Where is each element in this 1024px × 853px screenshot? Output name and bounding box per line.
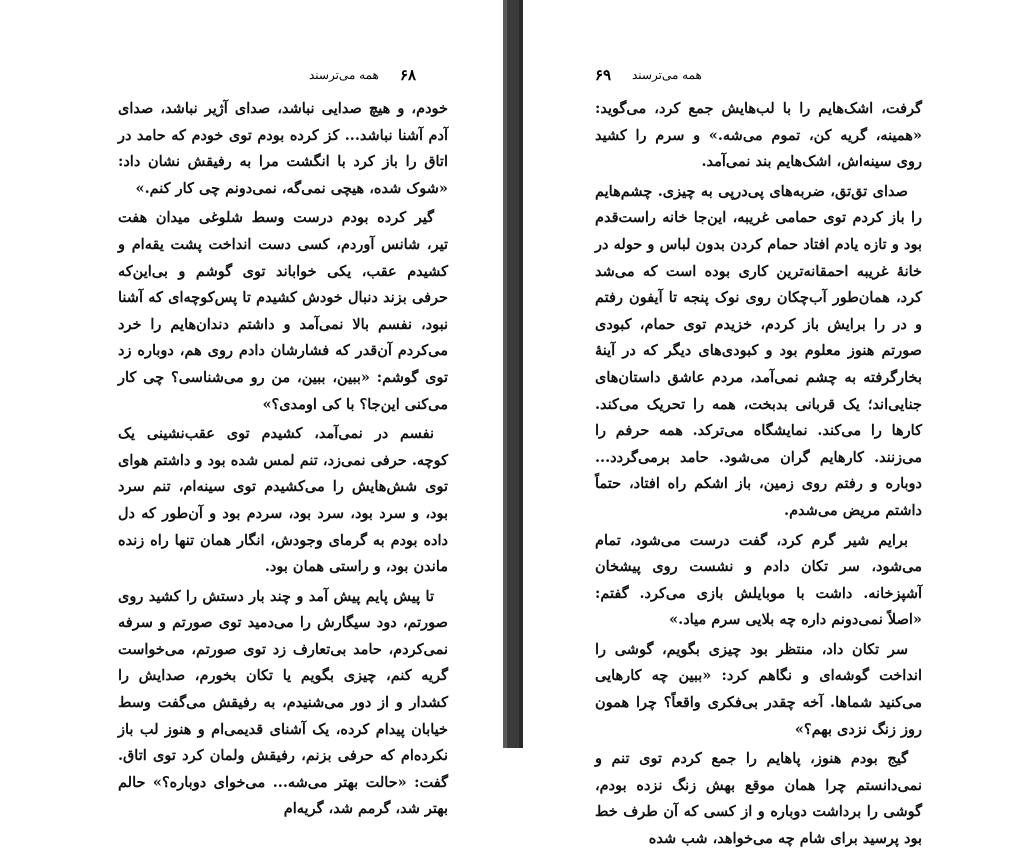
paragraph: خودم، و هیچ صدایی نباشد، صدای آژیر نباشد، صدای آدم آشنا نباشد... کز کرده بودم توی خودم که حامد در اتاق را باز کرد با انگشت مرا به رفیقش نشان داد: «شوک شده، هیچی نمی‌گه، نمی‌دونم چی کار کنم.» xyxy=(118,100,448,197)
book-gutter xyxy=(503,0,523,748)
left-page xyxy=(0,0,503,818)
paragraph: صدای تق‌تق، ضربه‌های پی‌درپی به چیزی. چشم‌هایم را باز کردم توی حمامی غریبه، این‌جا خانه راست‌قدم بود و تازه یادم افتاد حمام کردن بدون لباس و حوله در خانهٔ غریبه احمقانه‌ترین کاری بوده است که می‌شد کرد، همان‌طور آب‌چکان روی نوک پنجه تا آیفون رفتم و در را برایش باز کردم، خزیدم توی حمام، کبودی صورتم هنوز معلوم بود و کبودی‌های دیگر که در آینهٔ بخارگرفته به چشم نمی‌آمد، مردم عاشق داستان‌های جنایی‌اند؛ یک قربانی بدبخت، همه را تحریک می‌کند. کارها را می‌کند. نمایشگاه می‌ترکد. همه حرفم را می‌زنند. کارهایم گران می‌شود. حامد برمی‌گردد... دوباره و رفتم روی زمین، باز اشکم راه افتاد، حتماً داشتم مریض می‌شدم. xyxy=(595,182,922,519)
paragraph: تا پیش پایم پیش آمد و چند بار دستش را کشید روی صورتم، دود سیگارش را می‌دمید توی صورتم و سرفه نمی‌کردم، حامد بی‌تعارف زد توی صورتم، می‌خواست گریه کنم، چیزی بگویم یا تکان بخورم، صدایش را کشدار و از دور می‌شنیدم، به رفیقش می‌گفت وسط خیابان پیدام کرده، یک آشنای قدیمی‌ام و هنوز لب باز نکرده‌ام که حرفی بزنم، رفیقش ولمان کرد توی اتاق. گفت: «حالت بهتر می‌شه... می‌خوای دوباره؟» حالم بهتر شد، گرمم شد، گریه‌ام xyxy=(118,587,448,818)
page-number: ۶۹ xyxy=(595,66,612,84)
page-number: ۶۸ xyxy=(400,66,417,84)
paragraph: سر تکان داد، منتظر بود چیزی بگویم، گوشی را انداخت گوشه‌ای و نگاهم کرد: «ببین چه کارهایی می‌کنید شماها. آخه چقدر بی‌فکری واقعاً؟ چرا همون روز زنگ نزدی بهم؟» xyxy=(595,640,922,738)
running-title: همه می‌ترسند xyxy=(632,68,702,82)
left-page-header xyxy=(0,66,503,88)
paragraph: برایم شیر گرم کرد، گفت درست می‌شود، تمام می‌شود، سر تکان دادم و نشست روی پیشخان آشپزخانه. داشت با موبایلش بازی می‌کرد. گفتم: «اصلاً نمی‌دونم داره چه بلایی سرم میاد.» xyxy=(595,531,922,629)
gutter-edge xyxy=(503,0,507,748)
body-text xyxy=(118,96,448,823)
running-title: همه می‌ترسند xyxy=(309,68,379,82)
right-page xyxy=(523,0,1024,848)
right-page-header xyxy=(523,66,1024,88)
paragraph: گیر کرده بودم درست وسط شلوغی میدان هفت تیر، شانس آوردم، کسی دست انداخت پشت یقه‌ام و کشیدم عقب، یکی خواباند توی گوشم و بی‌این‌که حرفی بزند دنبال خودش کشیدم تا پس‌کوچه‌ای که آشنا نبود، نفسم بالا نمی‌آمد و داشتم دندان‌هایم را خرد می‌کردم آن‌قدر که فشارشان دادم روی هم، دوباره زد توی گوشم: «ببین، ببین، من رو می‌شناسی؟ چی کار می‌کنی این‌جا؟ با کی اومدی؟» xyxy=(118,209,448,413)
paragraph: نفسم در نمی‌آمد، کشیدم توی عقب‌نشینی یک کوچه. حرفی نمی‌زد، تنم لمس شده بود و داشتم هوای توی شش‌هایش را می‌کشیدم توی سینه‌ام، تنم سرد بود، و سرد بود، سرد بود، سردم بود و آن‌طور که دل داده بودم به گرمای وجودش، انگار همان تنها راه زنده ماندن بود، و راستی همان بود. xyxy=(118,425,448,576)
paragraph: گیج بودم هنوز، پاهایم را جمع کردم توی تنم و نمی‌دانستم چرا همان موقع بهش زنگ نزده بودم، گوشی را برداشت دوباره و از کسی که آن طرف خط بود پرسید برای شام چه می‌خواهد، شب شده xyxy=(595,750,922,848)
body-text xyxy=(595,96,922,853)
paragraph: گرفت، اشک‌هایم را با لب‌هایش جمع کرد، می‌گوید: «همینه، گریه کن، تموم می‌شه.» و سرم را کشید روی سینه‌اش، اشک‌هایم بند نمی‌آمد. xyxy=(595,100,922,171)
